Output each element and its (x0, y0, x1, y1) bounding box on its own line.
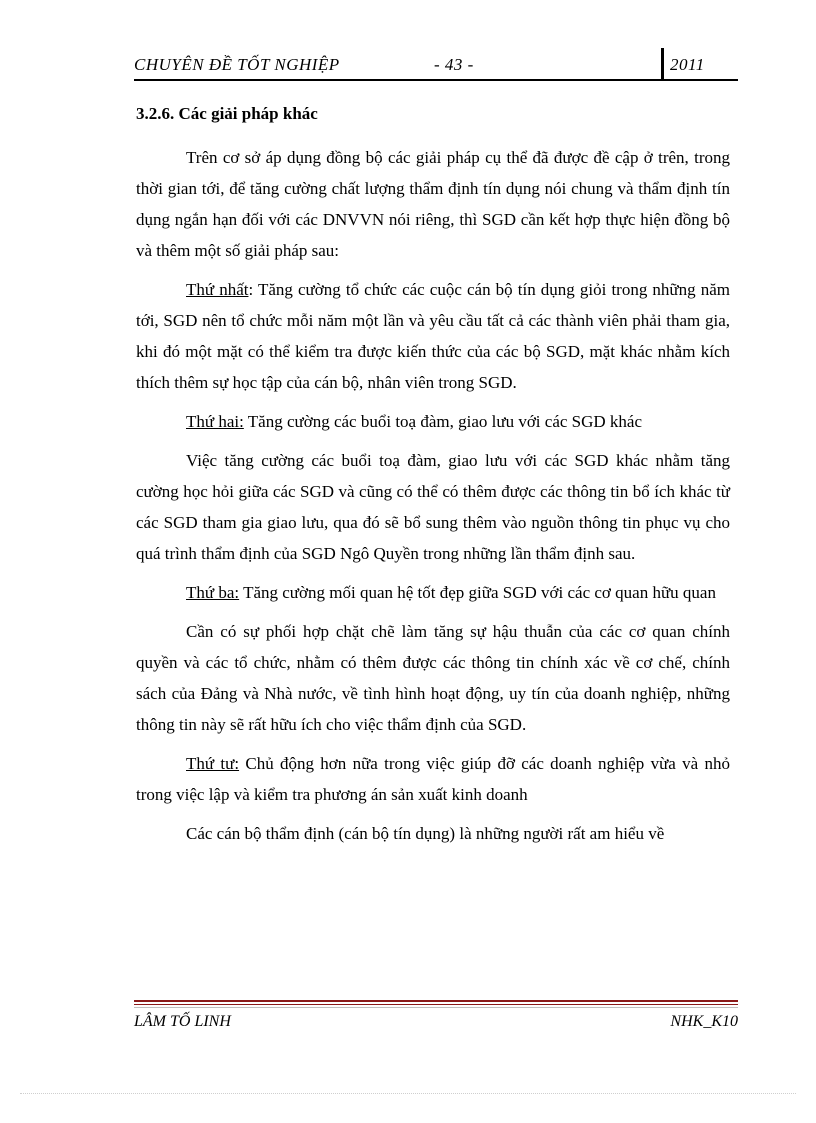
header-divider (661, 48, 664, 80)
header-title: CHUYÊN ĐỀ TỐT NGHIỆP (134, 55, 340, 74)
paragraph: Các cán bộ thẩm định (cán bộ tín dụng) là những người rất am hiểu về (186, 824, 665, 843)
page-edge (20, 1093, 796, 1094)
header-page-number: - 43 - (434, 55, 474, 74)
paragraph: Cần có sự phối hợp chặt chẽ làm tăng sự hậu thuẫn của các cơ quan chính quyền và các tổ chức, nhằm có thêm được các thông tin chính xác về cơ chế, chính sách của Đảng và Nhà nước, về tình hình hoạt động, uy tín của doanh nghiệp, những thông tin này sẽ rất hữu ích cho việc thẩm định của SGD. (136, 622, 730, 734)
header-year: 2011 (670, 55, 705, 74)
paragraph: Thứ tư: Chủ động hơn nữa trong việc giúp đỡ các doanh nghiệp vừa và nhỏ trong việc lập và kiểm tra phương án sản xuất kinh doanh (136, 754, 730, 804)
paragraph-lead: Thứ tư: (186, 754, 240, 773)
page-footer (134, 1000, 738, 1040)
footer-author: LÂM TỐ LINH (134, 1013, 231, 1030)
paragraph-lead: Thứ ba: (186, 583, 240, 602)
section-heading: 3.2.6. Các giải pháp khác (136, 104, 318, 123)
footer-rule (134, 1004, 738, 1005)
paragraph: Thứ nhất: Tăng cường tổ chức các cuộc cán bộ tín dụng giỏi trong những năm tới, SGD nên tổ chức mỗi năm một lần và yêu cầu tất cả các thành viên phải tham gia, khi đó một mặt có thể kiểm tra được kiến thức của các bộ SGD, mặt khác nhằm kích thích thêm sự học tập của cán bộ, nhân viên trong SGD. (136, 280, 730, 392)
paragraph: Trên cơ sở áp dụng đồng bộ các giải pháp cụ thể đã được đề cập ở trên, trong thời gian tới, để tăng cường chất lượng thẩm định tín dụng nói chung và thẩm định tín dụng ngắn hạn đối với các DNVVN nói riêng, thì SGD cần kết hợp thực hiện đồng bộ và thêm một số giải pháp sau: (136, 148, 730, 260)
footer-class-code: NHK_K10 (670, 1013, 738, 1030)
paragraph: Thứ hai: Tăng cường các buổi toạ đàm, giao lưu với các SGD khác (186, 412, 643, 431)
paragraph-lead: Thứ nhất (186, 280, 249, 299)
footer-rule (134, 1007, 738, 1008)
header-rule (134, 79, 738, 81)
page-header (134, 48, 738, 82)
footer-rule (134, 1000, 738, 1002)
paragraph-lead: Thứ hai: (186, 412, 244, 431)
document-body (136, 98, 730, 857)
paragraph: Việc tăng cường các buổi toạ đàm, giao lưu với các SGD khác nhằm tăng cường học hỏi giữa các SGD và cũng có thể có thêm được các thông tin bổ ích khác từ các SGD tham gia giao lưu, qua đó sẽ bổ sung thêm vào nguồn thông tin phục vụ cho quá trình thẩm định của SGD Ngô Quyền trong những lần thẩm định sau. (136, 451, 730, 563)
paragraph: Thứ ba: Tăng cường mối quan hệ tốt đẹp giữa SGD với các cơ quan hữu quan (186, 583, 716, 602)
